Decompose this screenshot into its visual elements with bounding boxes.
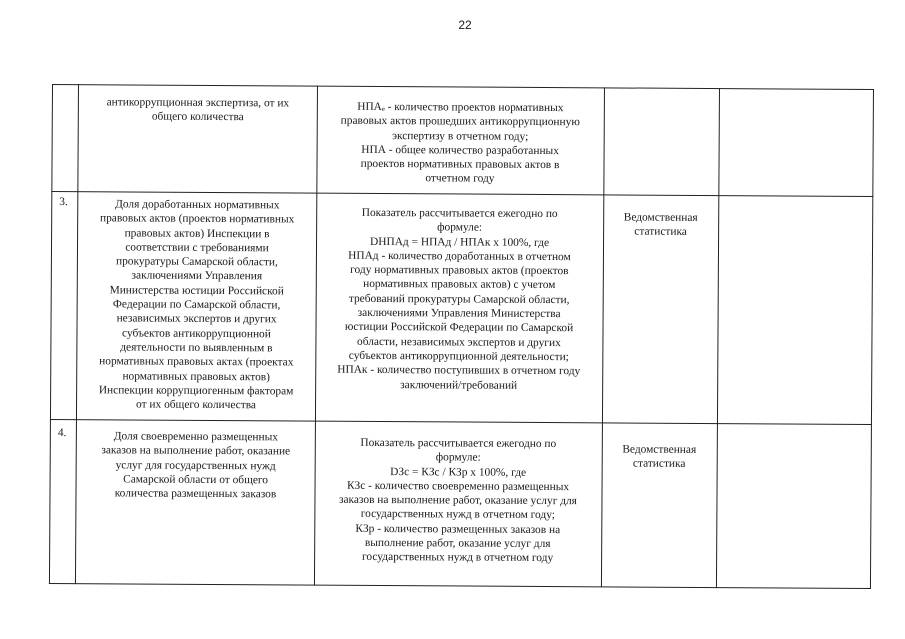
text-line: юстиции Российской Федерации по Самарской <box>344 321 574 335</box>
row-4-number: 4. <box>57 427 67 440</box>
text-line: формуле: <box>437 221 483 234</box>
row-3-indicator <box>78 197 315 413</box>
text-line: услуг для государственных нужд <box>115 458 276 472</box>
text-line: КЗр - количество размещенных заказов на <box>355 522 561 536</box>
table-line-bottom <box>49 583 871 589</box>
text-line: Федерации по Самарской области, <box>112 298 281 312</box>
text-line: НПАₑ - количество проектов нормативных <box>357 100 564 115</box>
text-line: деятельности по выявленным в <box>120 341 273 355</box>
table-line-top <box>52 84 874 90</box>
text-line: НПА - общее количество разработанных <box>361 143 559 157</box>
text-line: статистика <box>632 457 686 471</box>
text-line: Показатель рассчитывается ежегодно по <box>360 436 557 451</box>
text-line: экспертизу в отчетном году; <box>392 129 529 143</box>
text-line: заключений/требований <box>400 378 518 392</box>
text-line: Инспекции коррупциогенным факторам <box>98 384 294 398</box>
text-line: требований прокуратуры Самарской области, <box>348 292 570 306</box>
text-line: области, независимых экспертов и других <box>357 335 561 349</box>
text-line: Показатель рассчитывается ежегодно по <box>361 206 558 221</box>
formula: DЗс = КЗс / КЗр х 100%, где <box>390 465 527 479</box>
text-line: правовых актов) Инспекции в <box>124 227 270 240</box>
text-line: КЗс - количество своевременно размещенных <box>346 479 570 494</box>
text-line: правовых актов прошедших антикоррупционную <box>340 115 580 129</box>
row-4-indicator <box>77 429 313 502</box>
text-line: государственных нужд в отчетном году <box>361 551 554 565</box>
text-line: субъектов антикоррупционной деятельности; <box>348 349 569 364</box>
text-line: заказов на выполнение работ, оказание услуг для <box>338 493 577 508</box>
page-number: 22 <box>458 18 472 32</box>
text-line: нормативных правовых актах (проектах <box>99 355 294 369</box>
text-line: заключениями Управления Министерства <box>357 306 561 321</box>
text-line: выполнение работ, оказание услуг для <box>364 536 551 551</box>
text-line: НПАд - количество доработанных в отчетном <box>348 249 571 264</box>
text-line: Доля доработанных нормативных <box>115 198 280 212</box>
text-line: нормативных правовых актов) с учетом <box>363 278 556 292</box>
text-line: субъектов антикоррупционной <box>122 327 271 341</box>
text-line: статистика <box>634 225 687 239</box>
col-line-4 <box>716 88 720 588</box>
col-line-5 <box>870 89 874 589</box>
text-line: общего количества <box>151 110 244 124</box>
text-line: от их общего количества <box>136 398 257 412</box>
text-line: формуле: <box>435 451 481 464</box>
text-line: Самарской области от общего <box>123 473 269 487</box>
row-divider-1 <box>51 191 873 197</box>
text-line: антикоррупционная экспертиза, от их <box>106 96 290 110</box>
row-3-number: 3. <box>59 196 68 209</box>
text-line: количества размещенных заказов <box>114 487 277 501</box>
row-4-method <box>315 436 601 566</box>
text-line: нормативных правовых актов) <box>122 369 271 383</box>
row-0-method <box>317 100 603 188</box>
text-line: соответствии с требованиями <box>125 241 269 255</box>
text-line: заключениями Управления <box>131 269 263 283</box>
text-line: государственных нужд в отчетном году; <box>360 508 555 522</box>
text-line: прокуратуры Самарской области, <box>115 255 278 269</box>
text-line: независимых экспертов и других <box>116 312 277 326</box>
row-divider-2 <box>50 419 872 425</box>
text-line: Ведомственная <box>622 443 697 456</box>
text-line: заказов на выполнение работ, оказание <box>101 444 291 458</box>
col-line-0 <box>49 84 53 584</box>
text-line: правовых актов (проектов нормативных <box>99 212 295 226</box>
text-line: Доля своевременно размещенных <box>113 430 278 444</box>
text-line: Ведомственная <box>623 211 698 224</box>
row-3-source <box>604 210 717 239</box>
row-4-source <box>603 442 716 471</box>
indicator-table <box>49 84 874 601</box>
text-line: Министерства юстиции Российской <box>109 284 284 298</box>
text-line: отчетном году <box>425 172 495 186</box>
text-line: НПАк - количество поступивших в отчетном году <box>337 364 581 378</box>
formula: DНПАд = НПАд / НПАк х 100%, где <box>370 235 550 249</box>
row-3-method <box>316 206 602 394</box>
text-line: году нормативных правовых актов (проектов <box>350 264 569 278</box>
text-line: проектов нормативных правовых актов в <box>360 158 560 172</box>
row-0-indicator <box>80 95 316 125</box>
